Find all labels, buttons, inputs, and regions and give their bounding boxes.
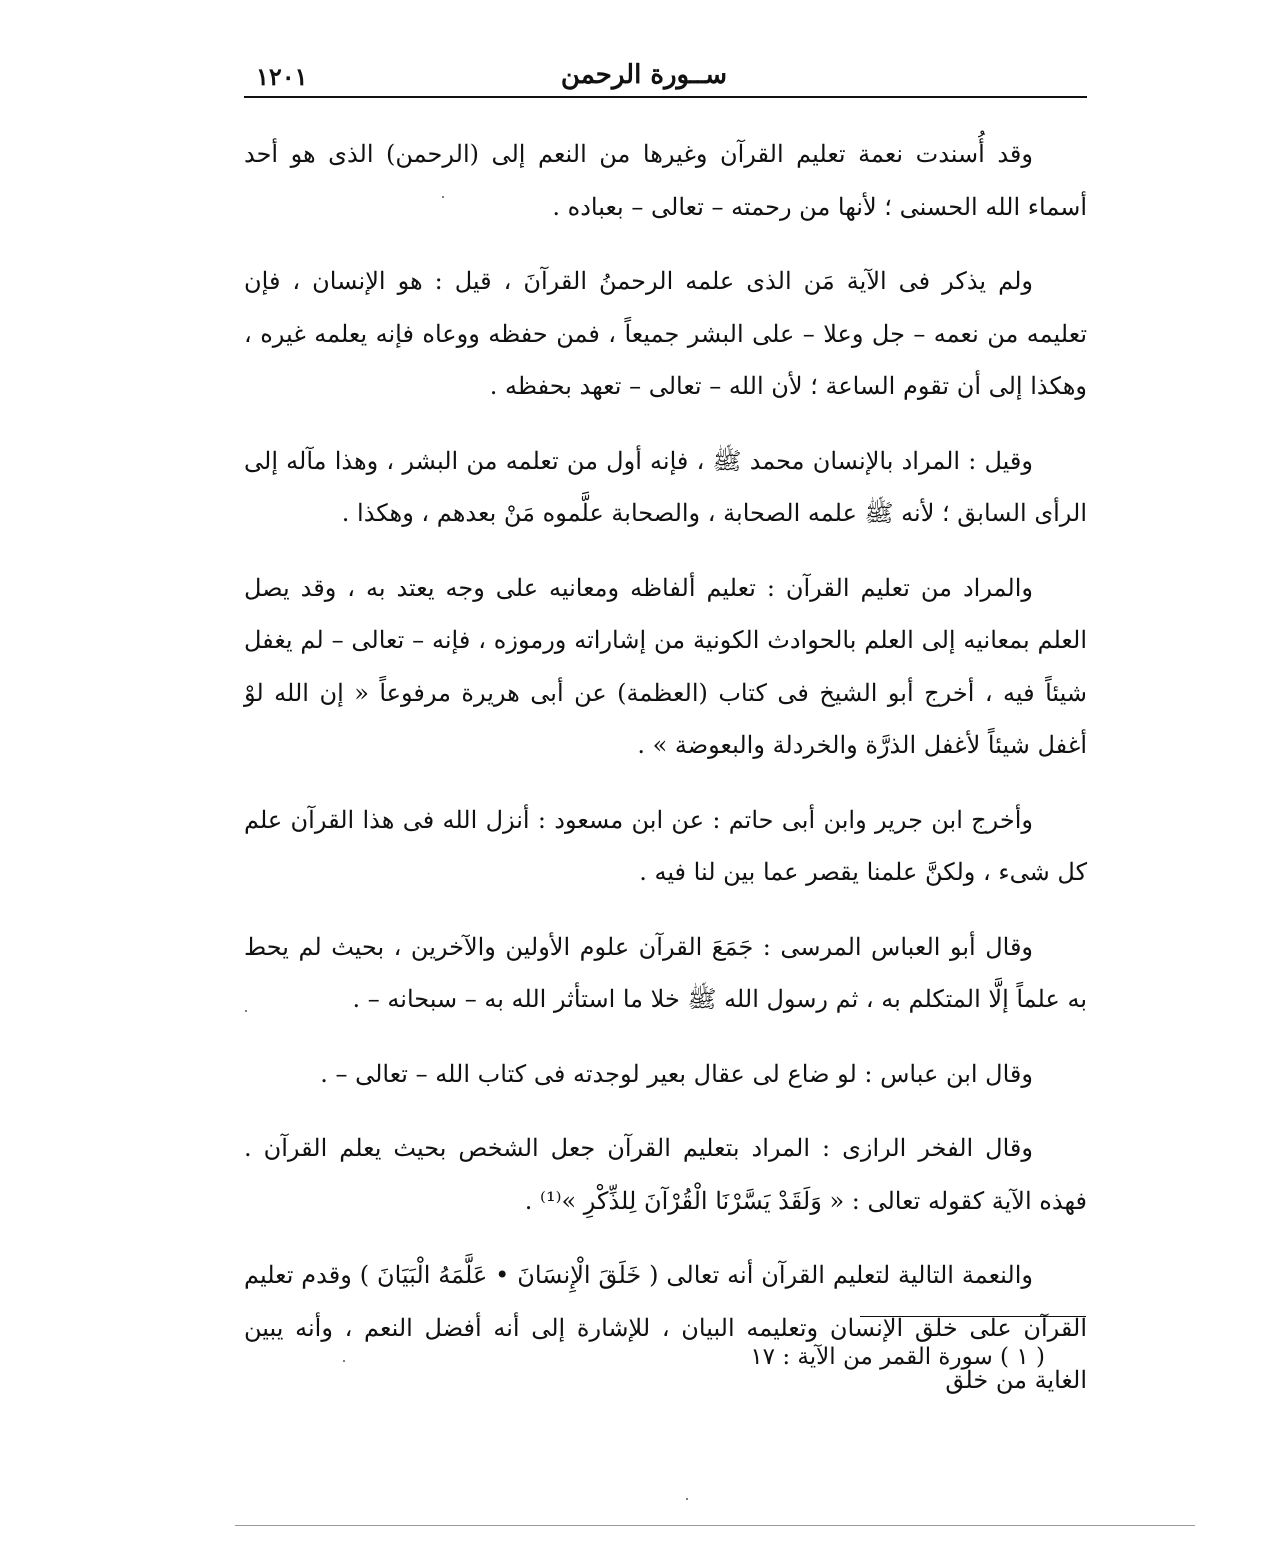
footnote-rule xyxy=(860,1316,1086,1317)
paragraph: وقد أُسندت نعمة تعليم القرآن وغيرها من النعم إلى (الرحمن) الذى هو أحد أسماء الله الحسنى ؛ لأنها من رحمته – تعالى – بعباده . xyxy=(244,140,1087,221)
paragraph: وقيل : المراد بالإنسان محمد ﷺ ، فإنه أول من تعلمه من البشر ، وهذا مآله إلى الرأى السابق ؛ لأنه ﷺ علمه الصحابة ، والصحابة علَّموه مَنْ بعدهم ، وهكذا . xyxy=(244,446,1087,527)
paragraph: والمراد من تعليم القرآن : تعليم ألفاظه ومعانيه على وجه يعتد به ، وقد يصل العلم بمعانيه إلى العلم بالحوادث الكونية من إشاراته ورموزه ، فإنه – تعالى – لم يغفل شيئاً فيه ، أخرج أبو الشيخ فى كتاب (العظمة) عن أبى هريرة مرفوعاً « إن الله لوْ أغفل شيئاً لأغفل الذرَّة والخردلة والبعوضة » . xyxy=(244,573,1087,759)
scan-speck xyxy=(442,196,444,198)
header-rule xyxy=(244,96,1087,98)
scan-speck xyxy=(343,1360,345,1362)
scan-speck xyxy=(245,1010,247,1012)
paragraph: وقال أبو العباس المرسى : جَمَعَ القرآن علوم الأولين والآخرين ، بحيث لم يحط به علماً إلَّا المتكلم به ، ثم رسول الله ﷺ خلا ما استأثر الله به – سبحانه – . xyxy=(244,932,1087,1013)
scan-edge-line xyxy=(235,1525,1195,1526)
paragraph: وقال ابن عباس : لو ضاع لى عقال بعير لوجدته فى كتاب الله – تعالى – . xyxy=(320,1059,1033,1088)
scan-speck xyxy=(686,1498,688,1500)
surah-title: ســورة الرحمن xyxy=(560,60,727,90)
page-number: ١٢٠١ xyxy=(256,62,308,91)
paragraph: وقال الفخر الرازى : المراد بتعليم القرآن جعل الشخص بحيث يعلم القرآن . فهذه الآية كقوله تعالى : « وَلَقَدْ يَسَّرْنَا الْقُرْآنَ لِلذِّكْرِ »⁽¹⁾ . xyxy=(244,1134,1087,1215)
running-header xyxy=(244,58,1087,96)
paragraph: وأخرج ابن جرير وابن أبى حاتم : عن ابن مسعود : أنزل الله فى هذا القرآن علم كل شىء ، ولكنَّ علمنا يقصر عما بين لنا فيه . xyxy=(244,805,1087,886)
paragraph: والنعمة التالية لتعليم القرآن أنه تعالى ( خَلَقَ الْإِنسَانَ • عَلَّمَهُ الْبَيَانَ ) وقدم تعليم القرآن على خلق الإنسان وتعليمه البيان ، للإشارة إلى أنه أفضل النعم ، وأنه يبين الغاية من خلق xyxy=(244,1261,1087,1394)
body-text xyxy=(244,128,1087,1429)
paragraph: ولم يذكر فى الآية مَن الذى علمه الرحمنُ القرآنَ ، قيل : هو الإنسان ، فإن تعليمه من نعمه – جل وعلا – على البشر جميعاً ، فمن حفظه ووعاه فإنه يعلمه غيره ، وهكذا إلى أن تقوم الساعة ؛ لأن الله – تعالى – تعهد بحفظه . xyxy=(244,267,1087,400)
footnote: ( ١ ) سورة القمر من الآية : ١٧ xyxy=(750,1344,1045,1370)
